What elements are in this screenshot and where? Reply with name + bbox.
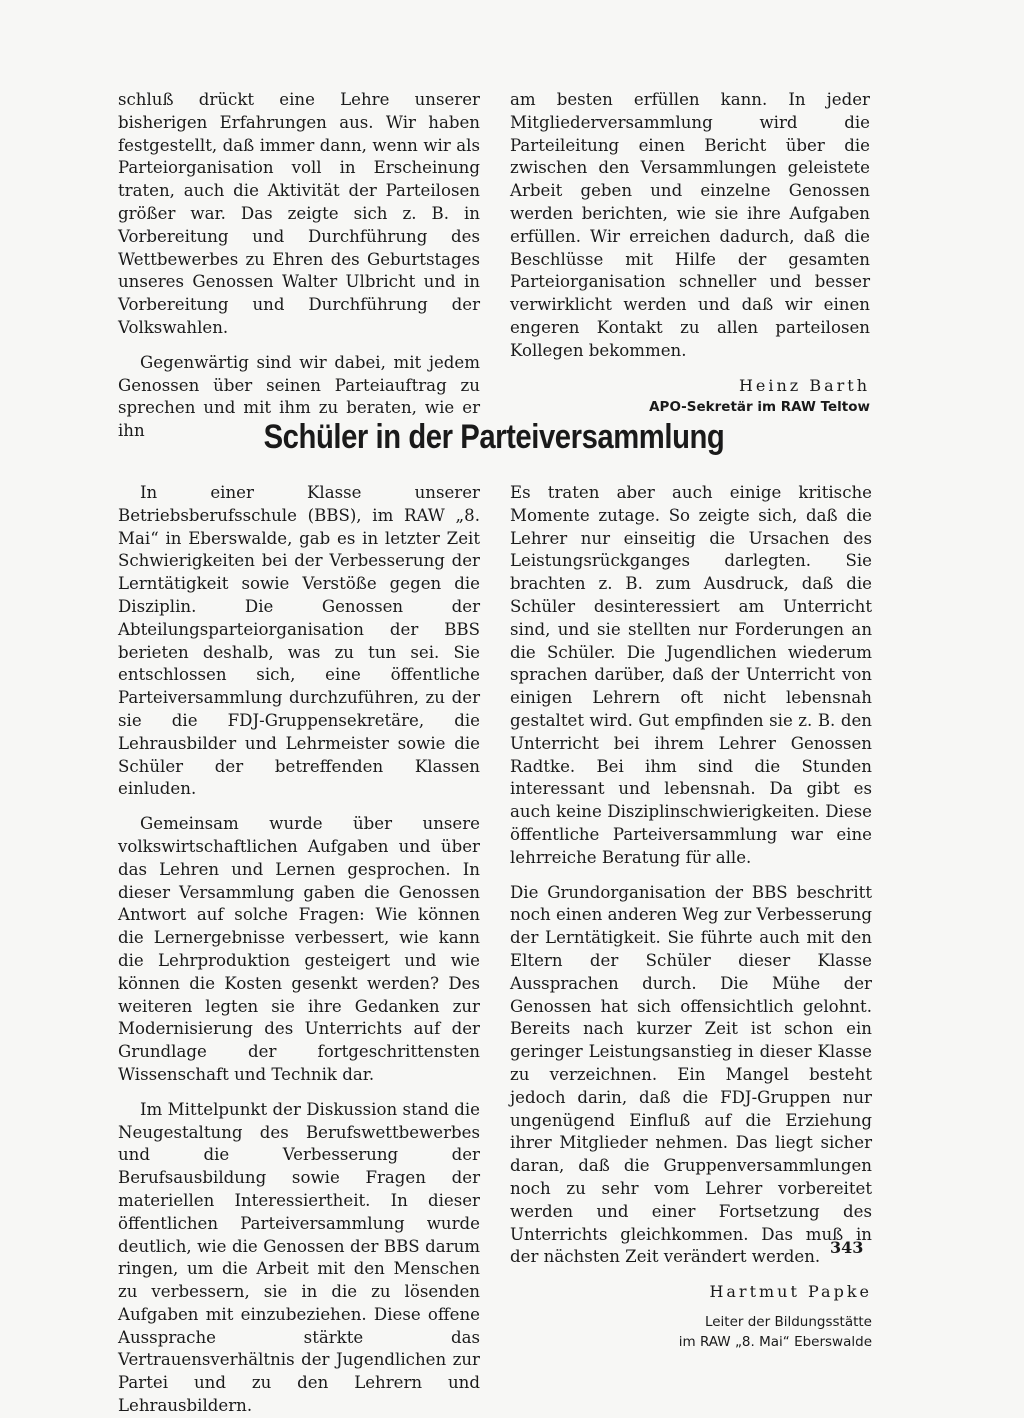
paragraph: In einer Klasse unserer Betriebsberufsschule (BBS), im RAW „8. Mai“ in Eberswalde, gab es in letzter Zeit Schwierigkeiten bei der Verbesserung der Lerntätigkeit sowie Verstöße gegen die Disziplin. Die Genossen der Abteilungsparteiorganisation der BBS berieten deshalb, was zu tun sei. Sie entschlossen sich, eine öffentliche Parteiversammlung durchzuführen, zu der sie die FDJ-Gruppensekretäre, die Lehrausbilder und Lehrmeister sowie die Schüler der betreffenden Klassen einluden. [118, 483, 480, 799]
author-role-line1: Leiter der Bildungsstätte [704, 1313, 872, 1330]
paragraph: Die Grundorganisation der BBS beschritt noch einen anderen Weg zur Verbesserung der Lerntätigkeit. Sie führte auch mit den Eltern der Schüler dieser Klasse Aussprachen durch. Die Mühe der Genossen hat sich offensichtlich gelohnt. Bereits nach kurzer Zeit ist schon ein geringer Leistungsanstieg in dieser Klasse zu verzeichnen. Ein Mangel besteht jedoch darin, daß die FDJ-Gruppen nur ungenügend Einfluß auf die Erziehung ihrer Mitglieder nehmen. Das liegt sicher daran, daß die Gruppenversammlungen noch zu sehr vom Lehrer vorbereitet werden und einer Fortsetzung des Unterrichts gleichkommen. Das muß in der nächsten Zeit verändert werden. [510, 882, 872, 1267]
article1-left-column [118, 89, 480, 443]
article2-right-column [510, 482, 872, 1352]
author-role-line2: im RAW „8. Mai“ Eberswalde [678, 1333, 872, 1350]
author-name: Heinz Barth [738, 375, 870, 395]
paragraph: Im Mittelpunkt der Diskussion stand die Neugestaltung des Berufswettbewerbes und die Verbesserung der Berufsausbildung sowie Fragen der materiellen Interessiertheit. In dieser öffentlichen Parteiversammlung wurde deutlich, wie die Genossen der BBS darum ringen, um die Arbeit mit den Menschen zu verbessern, sie in die zu lösenden Aufgaben mit einzubeziehen. Diese offene Aussprache stärkte das Vertrauensverhältnis der Jugendlichen zur Partei und zu den Lehrern und Lehrausbildern. [118, 1099, 480, 1416]
article2-left-column [118, 482, 480, 1418]
author-role: APO-Sekretär im RAW Teltow [649, 399, 870, 416]
article1-right-column [510, 89, 870, 417]
page-number: 343 [830, 1238, 864, 1257]
author-name: Hartmut Papke [709, 1282, 872, 1302]
paragraph: Es traten aber auch einige kritische Momente zutage. So zeigte sich, daß die Lehrer nur einseitig die Ursachen des Leistungsrückganges darlegten. Sie brachten z. B. zum Ausdruck, daß die Schüler desinteressiert am Unterricht sind, und sie stellten nur Forderungen an die Schüler. Die Jugendlichen wiederum sprachen darüber, daß der Unterricht von einigen Lehrern oft nicht lebensnah gestaltet wird. Gut empfinden sie z. B. den Unterricht bei ihrem Lehrer Genossen Radtke. Bei ihm sind die Stunden interessant und lebensnah. Da gibt es auch keine Disziplinschwierigkeiten. Diese öffentliche Parteiversammlung war eine lehrreiche Beratung für alle. [510, 483, 872, 867]
paragraph: schluß drückt eine Lehre unserer bisherigen Erfahrungen aus. Wir haben festgestellt, daß immer dann, wenn wir als Parteiorganisation voll in Erscheinung traten, auch die Aktivität der Parteilosen größer war. Das zeigte sich z. B. in Vorbereitung und Durchführung des Wettbewerbes zu Ehren des Geburtstages unseres Genossen Walter Ulbricht und in Vorbereitung und Durchführung der Volkswahlen. [118, 90, 480, 337]
article-headline: Schüler in der Parteiversammlung [263, 418, 725, 456]
paragraph: Gemeinsam wurde über unsere volkswirtschaftlichen Aufgaben und über das Lehren und Lernen gesprochen. In dieser Versammlung gaben die Genossen Antwort auf solche Fragen: Wie können die Lernergebnisse verbessert, wie kann die Lehrproduktion gesteigert und wie können die Kosten gesenkt werden? Des weiteren legten sie ihre Gedanken zur Modernisierung des Unterrichts auf der Grundlage der fortgeschrittensten Wissenschaft und Technik dar. [118, 814, 480, 1084]
paragraph: Gegenwärtig sind wir dabei, mit jedem Genossen über seinen Parteiauftrag zu sprechen und mit ihm zu beraten, wie er ihn [118, 352, 480, 441]
paragraph: am besten erfüllen kann. In jeder Mitgliederversammlung wird die Parteileitung einen Bericht über die zwischen den Versammlungen geleistete Arbeit geben und einzelne Genossen werden berichten, wie sie ihre Aufgaben erfüllen. Wir erreichen dadurch, daß die Beschlüsse mit Hilfe der gesamten Parteiorganisation schneller und besser verwirklicht werden und daß wir einen engeren Kontakt zu allen parteilosen Kollegen bekommen. [510, 90, 870, 360]
